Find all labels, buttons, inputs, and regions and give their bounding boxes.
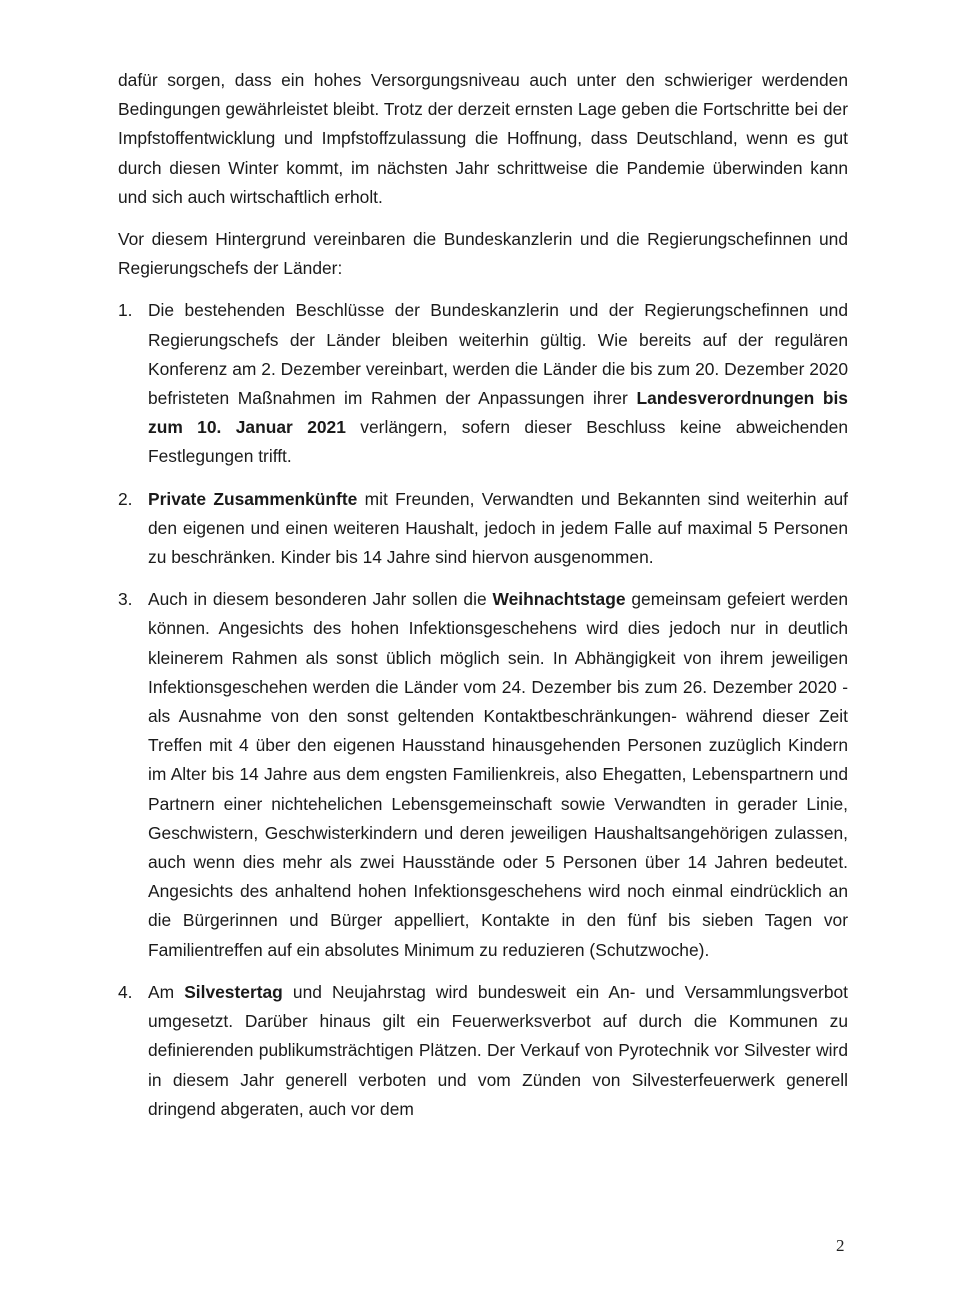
list-item-number: 1. xyxy=(118,300,133,321)
list-item-1 xyxy=(118,296,848,471)
list-item-number: 3. xyxy=(118,589,133,610)
paragraph-intro-continuation: dafür sorgen, dass ein hohes Versorgungsniveau auch unter den schwieriger werdenden Bedingungen gewährleistet bleibt. Trotz der derzeit ernsten Lage geben die Fortschritte bei der Impfstoffentwicklung und Impfstoffzulassung die Hoffnung, dass Deutschland, wenn es gut durch diesen Winter kommt, im nächsten Jahr schrittweise die Pandemie überwinden kann und sich auch wirtschaftlich erholt. xyxy=(118,70,848,207)
list-item-3 xyxy=(118,585,848,965)
paragraph-agreement-lead: Vor diesem Hintergrund vereinbaren die Bundeskanzlerin und die Regierungschefinnen und Regierungschefs der Länder: xyxy=(118,229,848,279)
list-item-text: Auch in diesem besonderen Jahr sollen die Weihnachtstage gemeinsam gefeiert werden können. Angesichts des hohen Infektionsgeschehens wird dies jedoch nur in deutlich kleinerem Rahmen als sonst üblich möglich sein. In Abhängigkeit von ihrem jeweiligen Infektionsgeschehen werden die Länder vom 24. Dezember bis zum 26. Dezember 2020 -als Ausnahme von den sonst geltenden Kontaktbeschränkungen- während dieser Zeit Treffen mit 4 über den eigenen Hausstand hinausgehenden Personen zuzüglich Kindern im Alter bis 14 Jahre aus dem engsten Familienkreis, also Ehegatten, Lebenspartnern und Partnern einer nichtehelichen Lebensgemeinschaft sowie Verwandten in gerader Linie, Geschwistern, Geschwisterkindern und deren jeweiligen Haushaltsangehörigen zulassen, auch wenn dies mehr als zwei Hausstände oder 5 Personen über 14 Jahren bedeutet. Angesichts des anhaltend hohen Infektionsgeschehens wird noch einmal eindrücklich an die Bürgerinnen und Bürger appelliert, Kontakte in den fünf bis sieben Tagen vor Familientreffen auf ein absolutes Minimum zu reduzieren (Schutzwoche). xyxy=(148,589,848,960)
list-item-text: Am Silvestertag und Neujahrstag wird bundesweit ein An- und Versammlungsverbot umgesetzt. Darüber hinaus gilt ein Feuerwerksverbot auf durch die Kommunen zu definierenden publikumsträchtigen Plätzen. Der Verkauf von Pyrotechnik vor Silvester wird in diesem Jahr generell verboten und vom Zünden von Silvesterfeuerwerk generell dringend abgeraten, auch vor dem xyxy=(148,981,849,1119)
bold-phrase: Private Zusammenkünfte xyxy=(148,488,358,509)
list-item-number: 2. xyxy=(118,488,133,509)
list-item-text: Private Zusammenkünfte mit Freunden, Verwandten und Bekannten sind weiterhin auf den eigenen und einen weiteren Haushalt, jedoch in jedem Falle auf maximal 5 Personen zu beschränken. Kinder bis 14 Jahre sind hiervon ausgenommen. xyxy=(148,488,848,568)
list-item-2 xyxy=(118,485,848,573)
list-item-text: Die bestehenden Beschlüsse der Bundeskanzlerin und der Regierungschefinnen und Regierungschefs der Länder bleiben weiterhin gültig. Wie bereits auf der regulären Konferenz am 2. Dezember vereinbart, werden die Länder die bis zum 20. Dezember 2020 befristeten Maßnahmen im Rahmen der Anpassungen ihrer Landesverordnungen bis zum 10. Januar 2021 verlängern, sofern dieser Beschluss keine abweichenden Festlegungen trifft. xyxy=(148,300,848,467)
list-item-4 xyxy=(118,978,848,1124)
bold-phrase: Weihnachtstage xyxy=(492,589,626,610)
list-item-number: 4. xyxy=(118,981,133,1002)
bold-phrase: Silvestertag xyxy=(184,981,283,1002)
bold-phrase: Landesverordnungen bis zum 10. Januar 2021 xyxy=(148,388,848,438)
document-page xyxy=(118,66,848,1137)
page-number: 2 xyxy=(836,1236,845,1255)
